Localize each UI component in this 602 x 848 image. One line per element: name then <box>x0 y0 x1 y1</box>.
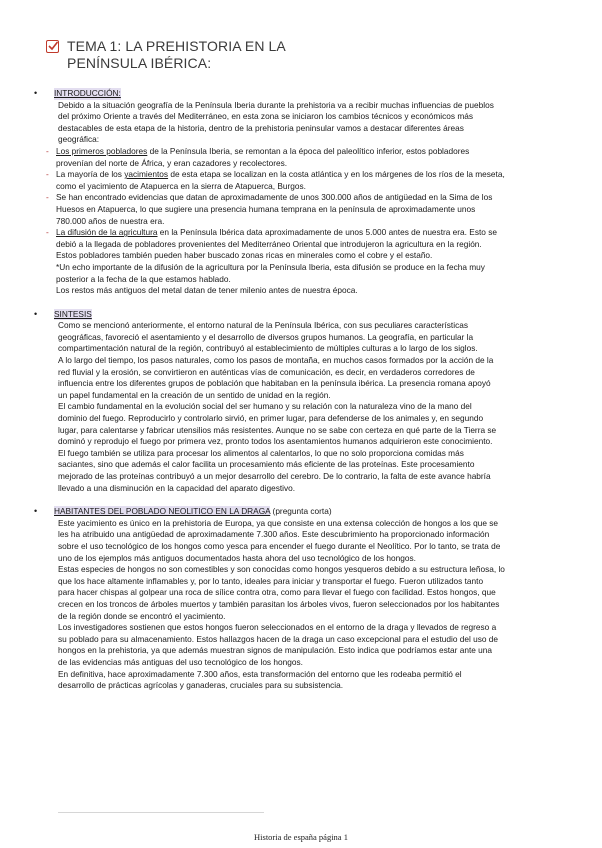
text-line: Este yacimiento es único en la prehistoria de Europa, ya que consiste en una extensa colección de hongos a los que se <box>58 517 499 528</box>
page-title <box>67 38 286 72</box>
text-line: geográfica: <box>58 134 100 145</box>
text-line: Estas especies de hongos no son comestibles y son conocidas como hongos yesqueros debido a su estructura leñosa, lo <box>58 564 505 575</box>
text-line: Como se mencionó anteriormente, el entorno natural de la Península Ibérica, con sus peculiares características <box>58 320 468 331</box>
text-line: compartimentación natural de la región, contribuyó al establecimiento de múltiples culturas a lo largo de los siglos. <box>58 343 478 354</box>
text-line: que los hace altamente inflamables y, por lo tanto, ideales para iniciar y transportar el fuego. Fueron utilizados tanto <box>58 575 484 586</box>
title-line-1: TEMA 1: LA PREHISTORIA EN LA <box>67 38 286 54</box>
text-line: para hacer chispas al golpear una roca de sílice contra otra, como para llevar el fuego con facilidad. Estos hongos, que <box>58 587 496 598</box>
text-line: *Un echo importante de la difusión de la agricultura por la Península Iberia, esta difusión se produce en la fecha muy <box>56 261 485 272</box>
list-item <box>32 192 578 227</box>
list-item <box>32 227 578 297</box>
text-line: hongos en la prehistoria, ya que además muestran signos de manipulación. Esto indica que podríamos estar ante una <box>58 645 493 656</box>
text-line: influencia entre los diferentes grupos de población que habitaban en la península ibérica. La presencia romana apoyó <box>58 378 491 389</box>
text-line: Los restos más antiguos del metal datan de tener milenio antes de nuestra época. <box>56 285 358 296</box>
footer-divider <box>58 812 264 813</box>
text-line: geográficas, favoreció el asentamiento y el desarrollo de diversos grupos humanos. La geografía, en particular la <box>58 331 474 342</box>
text-line: red fluvial y la erosión, se convirtieron en auténticas vías de comunicación, es decir, en verdaderos corredores de <box>58 366 475 377</box>
section-introduccion <box>32 88 578 297</box>
text-line: sobre el uso tecnológico de los hongos como yesca para encender el fuego durante el Neolítico. Por lo tanto, se trata de <box>58 540 501 551</box>
text-line: un papel fundamental en la creación de un sentido de unidad en la región. <box>58 389 331 400</box>
page-footer: Historia de españa página 1 <box>254 832 348 842</box>
text-line: El fuego también se utiliza para procesar los alimentos al calentarlos, lo que no solo proporciona comidas más <box>58 447 464 458</box>
text-line: llevado a una disminución en la capacidad del aparato digestivo. <box>58 482 296 493</box>
text-line: Huesos en Atapuerca, lo que sugiere una presencia humana temprana en la península de aproximadamente unos <box>56 203 476 214</box>
text-line: como el yacimiento de Atapuerca en la sierra de Atapuerca, Burgos. <box>56 180 306 191</box>
section-title: HABITANTES DEL POBLADO NEOLITICO EN LA DRAGA <box>54 506 271 517</box>
bullet-icon: • <box>34 88 38 98</box>
dash-icon: - <box>46 145 49 156</box>
text-span: de esta etapa se localizan en la costa atlántica y en los márgenes de los ríos de la meseta, <box>168 169 505 180</box>
text-line: desarrollo de prácticas agrícolas y ganaderas, cruciales para su subsistencia. <box>58 680 344 691</box>
text-span: La mayoría de los <box>56 169 125 180</box>
text-line: del próximo Oriente a través del Mediterráneo, en esta zona se iniciaron los cambios técnicos y económicos más <box>58 111 474 122</box>
dash-icon: - <box>46 192 49 203</box>
text-line: saciantes, sino que además el calor facilita un procesamiento más eficiente de las proteínas. Este procesamiento <box>58 459 475 470</box>
text-span: de la Península Iberia, se remontan a la época del paleolítico inferior, estos pobladores <box>147 145 470 156</box>
text-line: Se han encontrado evidencias que datan de aproximadamente de unos 300.000 años de antigüedad en la Sima de los <box>56 192 493 203</box>
text-line: destacables de esta etapa de la historia, dentro de la prehistoria peninsular vamos a destacar diferentes áreas <box>58 122 464 133</box>
text-line: Los investigadores sostienen que estos hongos fueron seleccionados en el entorno de la draga y llevados de regreso a <box>58 622 497 633</box>
text-line: les ha atribuido una antigüedad de aproximadamente 7.300 años. Este descubrimiento ha proporcionado información <box>58 529 490 540</box>
text-line: lugar, para calentarse y fabricar utensilios más resistentes. Aunque no se sabe con certeza en qué parte de la Tierra se <box>58 424 497 435</box>
underlined-term: Los primeros pobladores <box>56 145 148 156</box>
section-note: (pregunta corta) <box>270 506 332 517</box>
intro-paragraph <box>32 100 578 146</box>
sintesis-paragraph <box>32 320 578 494</box>
page-header <box>46 38 286 72</box>
text-line: posterior a la fecha de la que estamos hablado. <box>56 273 231 284</box>
draga-paragraph <box>32 518 578 692</box>
checkbox-icon[interactable] <box>46 40 59 53</box>
text-line: dominó y reprodujo el fuego por primera vez, pronto todos los asentamientos humanos adquirieron este conocimiento. <box>58 436 493 447</box>
section-title: SINTESIS <box>54 308 92 319</box>
text-line: su poblado para su almacenamiento. Estos hallazgos hacen de la draga un caso excepcional para el estudio del uso de <box>58 633 499 644</box>
text-line: de la región donde se encontró el yacimiento. <box>58 610 226 621</box>
text-line: 780.000 años de nuestra era. <box>56 215 165 226</box>
title-line-2: PENÍNSULA IBÉRICA: <box>67 55 212 71</box>
text-line: crecen en los troncos de árboles muertos y también parasitan los árboles vivos, fueron seleccionados por los habitantes <box>58 598 500 609</box>
dash-icon: - <box>46 227 49 238</box>
text-line: de las evidencias más antiguas del uso tecnológico de los hongos. <box>58 656 303 667</box>
text-line: mejorado de las proteínas contribuyó a un mejor desarrollo del cerebro. De lo contrario, la falta de este avance habría <box>58 471 491 481</box>
text-line: En definitiva, hace aproximadamente 7.300 años, esta transformación del entorno que les rodeaba permitió el <box>58 668 462 679</box>
section-la-draga <box>32 506 578 692</box>
bullet-icon: • <box>34 308 38 319</box>
text-line: Debido a la situación geografía de la Península Iberia durante la prehistoria va a recibir muchas influencias de pueblos <box>58 99 494 110</box>
text-line: A lo largo del tiempo, los pasos naturales, como los pasos de montaña, en muchos casos formados por la acción de la <box>58 355 494 366</box>
list-item <box>32 146 578 169</box>
section-sintesis <box>32 309 578 495</box>
text-line: provenían del norte de África, y eran cazadores y recolectores. <box>56 157 288 168</box>
text-line: Estos pobladores también pueden haber buscado zonas ricas en minerales como el cobre y el estaño. <box>56 250 433 261</box>
text-line: dominio del fuego. Reproducirlo y controlarlo sirvió, en primer lugar, para defenderse de los animales y, en segundo <box>58 413 484 424</box>
text-line: uno de los ejemplos más antiguos documentados hasta ahora del uso tecnológico de los hongos. <box>58 552 416 563</box>
text-line: debió a la llegada de pobladores provenientes del Mediterráneo Oriental que introdujeron la agricultura en la región. <box>56 238 482 249</box>
underlined-term: yacimientos <box>124 169 169 180</box>
text-line: El cambio fundamental en la evolución social del ser humano y su relación con la naturaleza vino de la mano del <box>58 401 472 412</box>
document-body <box>32 88 578 704</box>
list-item <box>32 169 578 192</box>
bullet-icon: • <box>34 506 38 517</box>
text-span: en la Península Ibérica data aproximadamente de unos 5.000 antes de nuestra era. Esto se <box>157 227 497 238</box>
dash-icon: - <box>46 169 49 180</box>
section-title: INTRODUCCIÓN: <box>54 88 121 98</box>
underlined-term: La difusión de la agricultura <box>56 227 158 238</box>
